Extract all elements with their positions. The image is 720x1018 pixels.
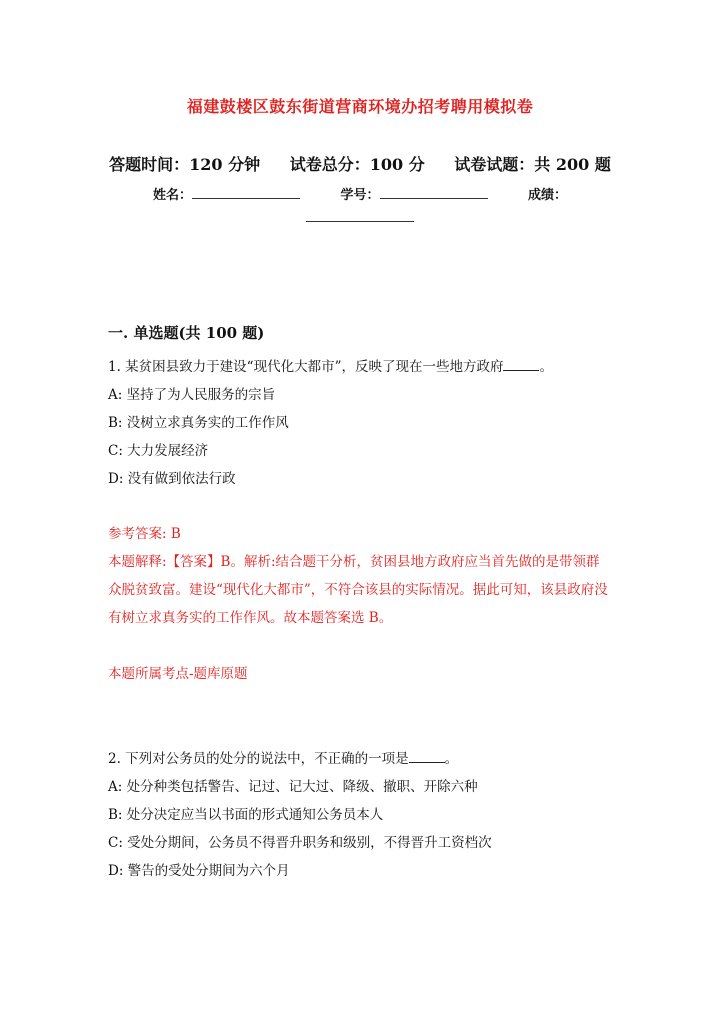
grade-label: 成绩： [528,188,568,203]
score-label: 试卷总分：100 分 [289,155,425,174]
id-field [340,188,487,203]
count-label: 试卷试题：共 200 题 [454,155,611,174]
answer-block-1 [108,520,613,632]
time-label: 答题时间：120 分钟 [109,155,261,174]
grade-blank[interactable] [306,209,414,222]
name-field [153,188,300,203]
option-c[interactable]: C: 大力发展经济 [108,443,209,459]
student-fields [0,184,720,226]
question-stem: 1. 某贫困县致力于建设“现代化大都市”，反映了现在一些地方政府 。 [108,359,553,375]
answer-blank [503,358,539,371]
id-blank[interactable] [380,186,488,199]
source-block-1 [108,660,613,688]
option-a[interactable]: A: 坚持了为人民服务的宗旨 [108,387,276,403]
question-2 [108,745,628,885]
option-b[interactable]: B: 没树立求真务实的工作作风 [108,415,289,431]
option-d[interactable]: D: 警告的受处分期间为六个月 [108,863,290,879]
option-b[interactable]: B: 处分决定应当以书面的形式通知公务员本人 [108,807,384,823]
id-label: 学号： [340,188,380,203]
explanation-text: 本题解释:【答案】B。解析:结合题干分析，贫困县地方政府应当首先做的是带领群众脱贫致富。建设“现代化大都市”，不符合该县的实际情况。据此可知，该县政府没有树立求真务实的工作作风。故本题答案选 B。 [108,554,608,626]
option-a[interactable]: A: 处分种类包括警告、记过、记大过、降级、撤职、开除六种 [108,779,478,795]
answer-blank [409,750,445,763]
name-blank[interactable] [192,186,300,199]
option-c[interactable]: C: 受处分期间，公务员不得晋升职务和级别，不得晋升工资档次 [108,835,492,851]
exam-title: 福建鼓楼区鼓东街道营商环境办招考聘用模拟卷 [186,97,534,116]
answer-text: 参考答案: B [108,526,181,542]
name-label: 姓名： [152,188,192,203]
question-1 [108,353,628,493]
exam-meta [0,152,720,175]
source-text: 本题所属考点-题库原题 [108,666,248,682]
section-title: 一. 单选题(共 100 题) [108,324,265,342]
option-d[interactable]: D: 没有做到依法行政 [108,471,236,487]
question-stem: 2. 下列对公务员的处分的说法中，不正确的一项是 。 [108,751,459,767]
grade-field [528,188,567,203]
